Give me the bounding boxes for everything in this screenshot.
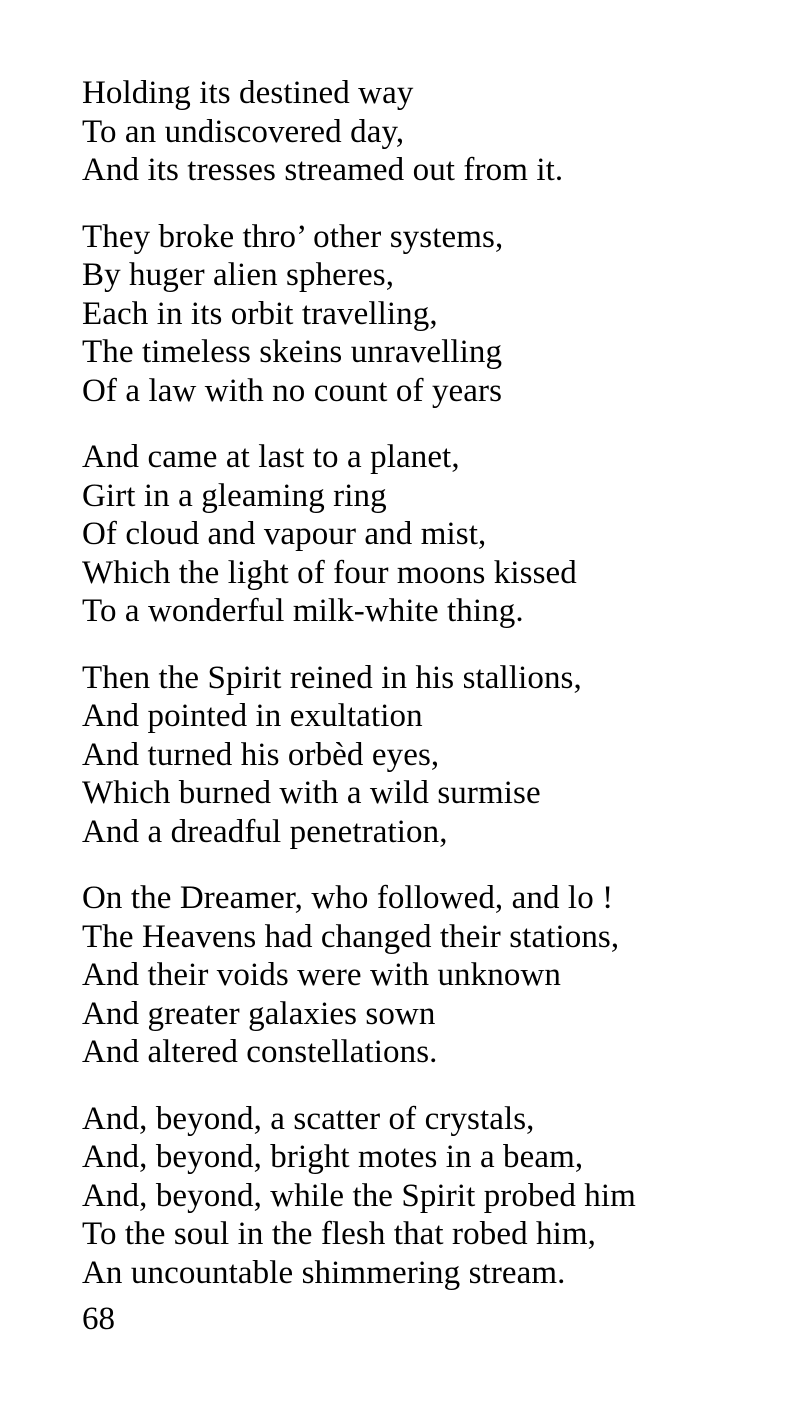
poem-line: To the soul in the flesh that robed him, — [82, 1216, 597, 1252]
poem-line: And came at last to a planet, — [82, 439, 460, 475]
poem-line: And pointed in exultation — [82, 698, 423, 734]
poem-line: Girt in a gleaming ring — [82, 477, 387, 514]
stanza-3 — [82, 438, 782, 631]
poem-line: And their voids were with unknown — [82, 957, 561, 993]
poem-line: Which the light of four moons kissed — [82, 554, 577, 591]
poem-line: On the Dreamer, who followed, and lo ! — [82, 880, 614, 916]
poem-line: Then the Spirit reined in his stallions, — [82, 659, 582, 696]
stanza-6 — [82, 1100, 782, 1293]
poem-line: The timeless skeins unravelling — [82, 334, 503, 370]
poem-line: The Heavens had changed their stations, — [82, 918, 620, 955]
poem-line: To an undiscovered day, — [82, 113, 405, 150]
poem-line: And turned his orbèd eyes, — [82, 736, 440, 773]
stanza-2 — [82, 218, 782, 411]
poem-line: To a wonderful milk-white thing. — [82, 593, 524, 629]
poem-line: By huger alien spheres, — [82, 257, 395, 293]
stanza-1 — [82, 74, 782, 190]
poem-line: And altered constellations. — [82, 1034, 438, 1070]
poem-line: And, beyond, while the Spirit probed him — [82, 1177, 636, 1214]
poem-line: An uncountable shimmering stream. — [82, 1254, 566, 1291]
poem-line: And greater galaxies sown — [82, 995, 436, 1032]
poem-line: Holding its destined way — [82, 75, 414, 111]
stanza-5 — [82, 879, 782, 1072]
page-number: 68 — [82, 1301, 115, 1337]
poem-line: Which burned with a wild surmise — [82, 775, 541, 811]
poem-line: And a dreadful penetration, — [82, 813, 448, 850]
poem-line: And, beyond, a scatter of crystals, — [82, 1100, 535, 1137]
stanza-4 — [82, 659, 782, 852]
poem-line: Each in its orbit travelling, — [82, 295, 438, 332]
poem-line: And, beyond, bright motes in a beam, — [82, 1139, 584, 1175]
poem-body — [82, 74, 782, 1320]
poem-line: They broke thro’ other systems, — [82, 218, 504, 255]
poem-line: Of a law with no count of years — [82, 372, 503, 409]
poem-line: And its tresses streamed out from it. — [82, 152, 564, 188]
poem-line: Of cloud and vapour and mist, — [82, 516, 487, 552]
